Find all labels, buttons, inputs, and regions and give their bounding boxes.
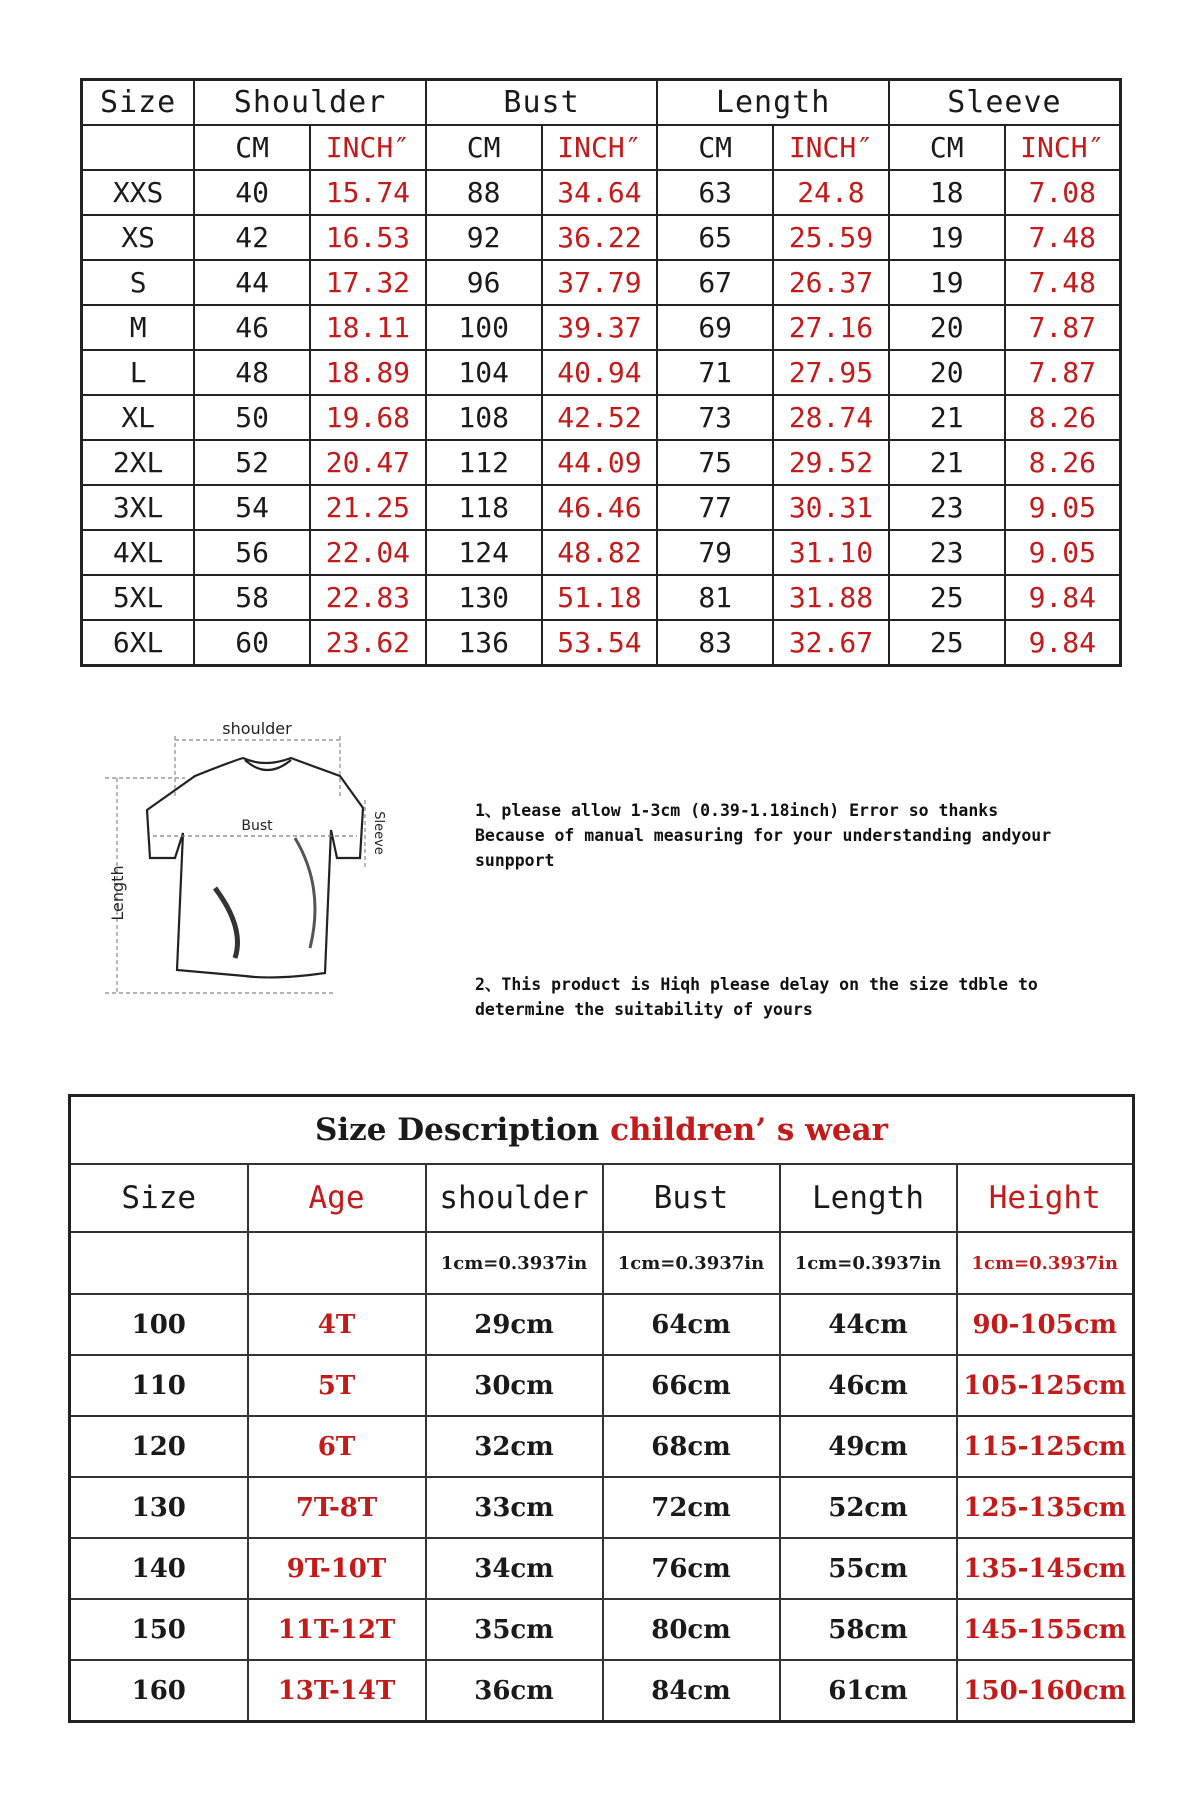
header-sleeve: Sleeve	[889, 80, 1121, 126]
table-row	[70, 1416, 1134, 1477]
table-row	[82, 395, 1121, 440]
header-size: Size	[70, 1164, 248, 1232]
cm-value-cell: 88	[426, 170, 542, 215]
children-table-title	[70, 1096, 1134, 1165]
header-shoulder: Shoulder	[194, 80, 426, 126]
inch-value-cell: 29.52	[773, 440, 889, 485]
adult-size-table	[80, 78, 1122, 667]
inch-value-cell: 18.89	[310, 350, 426, 395]
inch-value-cell: 18.11	[310, 305, 426, 350]
inch-value-cell: 32.67	[773, 620, 889, 666]
size-cell: L	[82, 350, 195, 395]
height-cell: 90-105cm	[957, 1294, 1134, 1355]
inch-value-cell: 26.37	[773, 260, 889, 305]
tshirt-icon	[147, 758, 363, 977]
shoulder-label: shoulder	[222, 719, 292, 738]
length-cell: 58cm	[780, 1599, 957, 1660]
length-cell: 52cm	[780, 1477, 957, 1538]
sleeve-label: Sleeve	[371, 811, 386, 855]
size-cell: 160	[70, 1660, 248, 1722]
inch-value-cell: 17.32	[310, 260, 426, 305]
size-cell: 3XL	[82, 485, 195, 530]
note-2-line-2: determine the suitability of yours	[475, 1000, 813, 1019]
size-cell: 4XL	[82, 530, 195, 575]
inch-value-cell: 24.8	[773, 170, 889, 215]
bust-cell: 66cm	[603, 1355, 780, 1416]
table-row	[82, 260, 1121, 305]
cm-value-cell: 83	[657, 620, 773, 666]
age-cell: 11T-12T	[248, 1599, 426, 1660]
cm-value-cell: 40	[194, 170, 310, 215]
shoulder-cell: 29cm	[426, 1294, 603, 1355]
children-table-body	[70, 1294, 1134, 1722]
cm-value-cell: 58	[194, 575, 310, 620]
inch-value-cell: 8.26	[1005, 395, 1121, 440]
cm-value-cell: 71	[657, 350, 773, 395]
inch-value-cell: 48.82	[542, 530, 658, 575]
bust-cell: 84cm	[603, 1660, 780, 1722]
conversion-cell	[248, 1232, 426, 1294]
size-cell: S	[82, 260, 195, 305]
cm-value-cell: 81	[657, 575, 773, 620]
cm-value-cell: 112	[426, 440, 542, 485]
cm-value-cell: 21	[889, 395, 1005, 440]
title-size-description: Size Description	[315, 1112, 611, 1148]
measurement-note-1	[475, 798, 1135, 873]
inch-value-cell: 8.26	[1005, 440, 1121, 485]
cm-value-cell: 25	[889, 620, 1005, 666]
cm-value-cell: 18	[889, 170, 1005, 215]
inch-value-cell: 40.94	[542, 350, 658, 395]
inch-value-cell: 46.46	[542, 485, 658, 530]
size-cell: M	[82, 305, 195, 350]
cm-value-cell: 42	[194, 215, 310, 260]
bust-cell: 64cm	[603, 1294, 780, 1355]
inch-value-cell: 19.68	[310, 395, 426, 440]
note-1-line-3: sunpport	[475, 851, 555, 870]
unit-inch: INCH″	[310, 125, 426, 170]
inch-value-cell: 7.48	[1005, 215, 1121, 260]
note-1-line-2: Because of manual measuring for your understanding andyour	[475, 826, 1052, 845]
children-title-row	[70, 1096, 1134, 1165]
size-cell: XS	[82, 215, 195, 260]
table-row	[82, 350, 1121, 395]
table-row	[70, 1294, 1134, 1355]
height-cell: 145-155cm	[957, 1599, 1134, 1660]
size-cell: XXS	[82, 170, 195, 215]
size-cell: 2XL	[82, 440, 195, 485]
cm-value-cell: 136	[426, 620, 542, 666]
unit-inch: INCH″	[773, 125, 889, 170]
children-size-table	[68, 1094, 1135, 1723]
cm-value-cell: 104	[426, 350, 542, 395]
inch-value-cell: 16.53	[310, 215, 426, 260]
cm-value-cell: 46	[194, 305, 310, 350]
shoulder-cell: 30cm	[426, 1355, 603, 1416]
inch-value-cell: 22.04	[310, 530, 426, 575]
age-cell: 6T	[248, 1416, 426, 1477]
inch-value-cell: 7.48	[1005, 260, 1121, 305]
inch-value-cell: 28.74	[773, 395, 889, 440]
bust-cell: 68cm	[603, 1416, 780, 1477]
age-cell: 4T	[248, 1294, 426, 1355]
inch-value-cell: 22.83	[310, 575, 426, 620]
bust-cell: 80cm	[603, 1599, 780, 1660]
bust-cell: 72cm	[603, 1477, 780, 1538]
cm-value-cell: 54	[194, 485, 310, 530]
cm-value-cell: 65	[657, 215, 773, 260]
inch-value-cell: 42.52	[542, 395, 658, 440]
adult-table-body	[82, 170, 1121, 666]
cm-value-cell: 69	[657, 305, 773, 350]
inch-value-cell: 44.09	[542, 440, 658, 485]
age-cell: 13T-14T	[248, 1660, 426, 1722]
cm-value-cell: 52	[194, 440, 310, 485]
inch-value-cell: 9.84	[1005, 620, 1121, 666]
cm-value-cell: 118	[426, 485, 542, 530]
header-age: Age	[248, 1164, 426, 1232]
inch-value-cell: 23.62	[310, 620, 426, 666]
height-cell: 115-125cm	[957, 1416, 1134, 1477]
header-shoulder: shoulder	[426, 1164, 603, 1232]
size-cell: 5XL	[82, 575, 195, 620]
table-row	[70, 1538, 1134, 1599]
conversion-cell: 1cm=0.3937in	[957, 1232, 1134, 1294]
units-empty-cell	[82, 125, 195, 170]
cm-value-cell: 19	[889, 260, 1005, 305]
inch-value-cell: 9.84	[1005, 575, 1121, 620]
shoulder-cell: 35cm	[426, 1599, 603, 1660]
inch-value-cell: 39.37	[542, 305, 658, 350]
table-row	[82, 305, 1121, 350]
cm-value-cell: 48	[194, 350, 310, 395]
cm-value-cell: 100	[426, 305, 542, 350]
table-row	[82, 620, 1121, 666]
table-row	[82, 485, 1121, 530]
height-cell: 105-125cm	[957, 1355, 1134, 1416]
age-cell: 5T	[248, 1355, 426, 1416]
conversion-cell	[70, 1232, 248, 1294]
table-row	[82, 215, 1121, 260]
cm-value-cell: 23	[889, 485, 1005, 530]
shoulder-cell: 36cm	[426, 1660, 603, 1722]
cm-value-cell: 23	[889, 530, 1005, 575]
size-cell: XL	[82, 395, 195, 440]
cm-value-cell: 56	[194, 530, 310, 575]
length-cell: 55cm	[780, 1538, 957, 1599]
table-row	[82, 530, 1121, 575]
shoulder-cell: 32cm	[426, 1416, 603, 1477]
size-cell: 140	[70, 1538, 248, 1599]
inch-value-cell: 7.87	[1005, 305, 1121, 350]
size-cell: 130	[70, 1477, 248, 1538]
cm-value-cell: 25	[889, 575, 1005, 620]
unit-inch: INCH″	[542, 125, 658, 170]
unit-cm: CM	[657, 125, 773, 170]
cm-value-cell: 130	[426, 575, 542, 620]
header-length: Length	[780, 1164, 957, 1232]
cm-value-cell: 79	[657, 530, 773, 575]
cm-value-cell: 73	[657, 395, 773, 440]
inch-value-cell: 51.18	[542, 575, 658, 620]
table-row	[70, 1599, 1134, 1660]
title-childrens-wear: children’ s wear	[610, 1112, 889, 1148]
inch-value-cell: 15.74	[310, 170, 426, 215]
cm-value-cell: 77	[657, 485, 773, 530]
children-header-row	[70, 1164, 1134, 1232]
adult-units-row	[82, 125, 1121, 170]
cm-value-cell: 63	[657, 170, 773, 215]
inch-value-cell: 9.05	[1005, 530, 1121, 575]
cm-value-cell: 75	[657, 440, 773, 485]
conversion-cell: 1cm=0.3937in	[603, 1232, 780, 1294]
inch-value-cell: 9.05	[1005, 485, 1121, 530]
length-cell: 49cm	[780, 1416, 957, 1477]
header-height: Height	[957, 1164, 1134, 1232]
cm-value-cell: 20	[889, 305, 1005, 350]
cm-value-cell: 108	[426, 395, 542, 440]
adult-header-row	[82, 80, 1121, 126]
cm-value-cell: 21	[889, 440, 1005, 485]
inch-value-cell: 53.54	[542, 620, 658, 666]
conversion-cell: 1cm=0.3937in	[780, 1232, 957, 1294]
bust-label: Bust	[241, 818, 273, 834]
cm-value-cell: 44	[194, 260, 310, 305]
unit-cm: CM	[426, 125, 542, 170]
header-bust: Bust	[603, 1164, 780, 1232]
length-label: Length	[108, 865, 127, 921]
inch-value-cell: 31.88	[773, 575, 889, 620]
shoulder-cell: 34cm	[426, 1538, 603, 1599]
cm-value-cell: 50	[194, 395, 310, 440]
age-cell: 7T-8T	[248, 1477, 426, 1538]
header-size: Size	[82, 80, 195, 126]
inch-value-cell: 27.16	[773, 305, 889, 350]
unit-inch: INCH″	[1005, 125, 1121, 170]
inch-value-cell: 27.95	[773, 350, 889, 395]
cm-value-cell: 60	[194, 620, 310, 666]
header-bust: Bust	[426, 80, 658, 126]
size-cell: 150	[70, 1599, 248, 1660]
size-cell: 6XL	[82, 620, 195, 666]
length-cell: 46cm	[780, 1355, 957, 1416]
inch-value-cell: 30.31	[773, 485, 889, 530]
tshirt-measurement-diagram	[95, 718, 415, 1038]
length-cell: 44cm	[780, 1294, 957, 1355]
inch-value-cell: 7.08	[1005, 170, 1121, 215]
cm-value-cell: 96	[426, 260, 542, 305]
table-row	[82, 575, 1121, 620]
inch-value-cell: 34.64	[542, 170, 658, 215]
inch-value-cell: 36.22	[542, 215, 658, 260]
header-length: Length	[657, 80, 889, 126]
cm-value-cell: 92	[426, 215, 542, 260]
size-cell: 110	[70, 1355, 248, 1416]
shoulder-cell: 33cm	[426, 1477, 603, 1538]
length-cell: 61cm	[780, 1660, 957, 1722]
inch-value-cell: 25.59	[773, 215, 889, 260]
unit-cm: CM	[194, 125, 310, 170]
table-row	[70, 1477, 1134, 1538]
size-cell: 120	[70, 1416, 248, 1477]
conversion-cell: 1cm=0.3937in	[426, 1232, 603, 1294]
measurement-note-2	[475, 972, 1135, 1022]
table-row	[82, 440, 1121, 485]
conversion-row	[70, 1232, 1134, 1294]
height-cell: 125-135cm	[957, 1477, 1134, 1538]
size-cell: 100	[70, 1294, 248, 1355]
inch-value-cell: 21.25	[310, 485, 426, 530]
table-row	[82, 170, 1121, 215]
table-row	[70, 1355, 1134, 1416]
note-2-line-1: 2、This product is Hiqh please delay on the size tdble to	[475, 975, 1038, 994]
age-cell: 9T-10T	[248, 1538, 426, 1599]
cm-value-cell: 19	[889, 215, 1005, 260]
height-cell: 150-160cm	[957, 1660, 1134, 1722]
cm-value-cell: 67	[657, 260, 773, 305]
cm-value-cell: 20	[889, 350, 1005, 395]
table-row	[70, 1660, 1134, 1722]
inch-value-cell: 31.10	[773, 530, 889, 575]
unit-cm: CM	[889, 125, 1005, 170]
inch-value-cell: 7.87	[1005, 350, 1121, 395]
bust-cell: 76cm	[603, 1538, 780, 1599]
inch-value-cell: 20.47	[310, 440, 426, 485]
note-1-line-1: 1、please allow 1-3cm (0.39-1.18inch) Error so thanks	[475, 801, 999, 820]
inch-value-cell: 37.79	[542, 260, 658, 305]
cm-value-cell: 124	[426, 530, 542, 575]
height-cell: 135-145cm	[957, 1538, 1134, 1599]
